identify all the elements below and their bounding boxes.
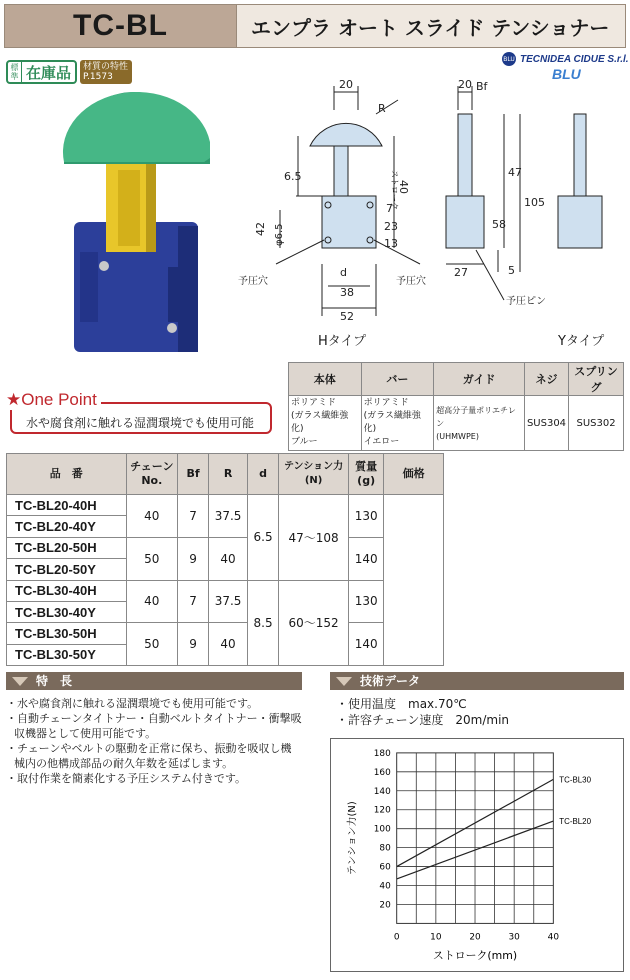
spec-cell: 130 <box>349 495 384 538</box>
price-cell <box>384 495 444 666</box>
model-title: TC-BL <box>5 5 237 47</box>
h-dim-38: 38 <box>340 286 354 299</box>
technical-drawing <box>236 50 630 360</box>
material-header: ガイド <box>434 363 525 396</box>
header <box>4 4 626 48</box>
spec-header: R <box>208 454 247 495</box>
spec-cell: 37.5 <box>208 580 247 623</box>
y-bar <box>458 114 472 196</box>
tension-chart <box>330 738 624 972</box>
h-dim-42: 42 <box>254 222 267 236</box>
y-tick-label: 160 <box>373 767 391 778</box>
stock-badge <box>6 60 77 84</box>
part-number: TC-BL30-40H <box>7 580 127 601</box>
y-type-label: Yタイプ <box>558 334 605 349</box>
one-point-text: 水や腐食剤に触れる湿潤環境でも使用可能 <box>26 416 255 430</box>
material-cell: ポリアミド (ガラス繊維強化) ブルー <box>289 396 362 451</box>
features-title: 特 長 <box>6 672 302 690</box>
photo-slot-right <box>168 267 182 322</box>
material-badge[interactable] <box>80 60 132 84</box>
product-title: エンプラ オート スライド テンショナー <box>237 5 625 47</box>
y-tick-label: 180 <box>373 748 391 759</box>
spec-cell: 6.5 <box>248 495 279 581</box>
tech-list <box>336 696 509 728</box>
spec-header: 価格 <box>384 454 444 495</box>
part-number: TC-BL20-40Y <box>7 516 127 537</box>
series-label: TC-BL20 <box>559 817 591 827</box>
x-tick-label: 10 <box>430 932 442 943</box>
spec-cell: 37.5 <box>208 495 247 538</box>
material-header: ネジ <box>524 363 568 396</box>
spec-header: 質量 (g) <box>349 454 384 495</box>
product-photo <box>60 92 230 362</box>
y-axis-label: テンション力(N) <box>347 801 359 875</box>
in-stock-label: 在庫品 <box>26 63 72 82</box>
y-side-body <box>558 196 602 248</box>
photo-bar-side <box>146 162 156 252</box>
spec-header: 品 番 <box>7 454 127 495</box>
h-type-label: Hタイプ <box>318 334 367 349</box>
brand-sub: BLU <box>552 66 581 82</box>
material-cell: SUS304 <box>524 396 568 451</box>
y-tick-label: 20 <box>379 900 391 911</box>
photo-screw <box>167 323 177 333</box>
spec-header: チェーン No. <box>126 454 178 495</box>
y-dim-27: 27 <box>454 266 468 279</box>
y-tick-label: 140 <box>373 786 391 797</box>
photo-shoe-top <box>63 92 210 162</box>
spec-header: Bf <box>178 454 209 495</box>
part-number: TC-BL20-40H <box>7 495 127 516</box>
y-tick-label: 120 <box>373 805 391 816</box>
h-preload-right: 予圧穴 <box>396 276 426 287</box>
x-tick-label: 40 <box>547 932 560 943</box>
material-cell: SUS302 <box>569 396 624 451</box>
standard-label: 標準 <box>8 62 22 82</box>
part-number: TC-BL30-50Y <box>7 644 127 665</box>
spec-cell: 7 <box>178 495 209 538</box>
x-axis-label: ストローク(mm) <box>432 949 518 963</box>
h-preload-left: 予圧穴 <box>238 276 268 287</box>
y-dim-47: 47 <box>508 166 522 179</box>
tech-title: 技術データ <box>330 672 624 690</box>
spec-cell: 8.5 <box>248 580 279 666</box>
part-number: TC-BL20-50Y <box>7 559 127 580</box>
y-preload-pin: 予圧ピン <box>506 296 546 307</box>
y-dim-bf: Bf <box>476 80 488 93</box>
part-number: TC-BL30-40Y <box>7 601 127 622</box>
h-dim-stroke: ストローク <box>390 170 399 210</box>
material-table <box>288 362 624 451</box>
spec-cell: 140 <box>349 623 384 666</box>
h-dim-6-5: 6.5 <box>284 170 302 183</box>
material-header: 本体 <box>289 363 362 396</box>
brand-name: TECNIDEA CIDUE S.r.l. <box>520 53 629 65</box>
h-dim-d: d <box>340 266 347 279</box>
spec-cell: 130 <box>349 580 384 623</box>
feature-item: ・取付作業を簡素化する予圧システム付きです。 <box>6 772 247 785</box>
spec-cell: 50 <box>126 623 178 666</box>
x-tick-label: 0 <box>393 932 400 943</box>
y-tick-label: 80 <box>379 843 391 854</box>
h-dim-40: 40 <box>397 180 410 194</box>
photo-slot-left <box>80 252 98 322</box>
spec-header: テンション力(N) <box>279 454 349 495</box>
h-dim-7: 7 <box>386 202 393 215</box>
spec-cell: 140 <box>349 537 384 580</box>
material-header: スプリング <box>569 363 624 396</box>
h-dim-52: 52 <box>340 310 354 323</box>
spec-cell: 9 <box>178 623 209 666</box>
h-dim-r: R <box>378 102 386 115</box>
material-page: P.1573 <box>83 72 113 82</box>
y-dim-105: 105 <box>524 196 545 209</box>
h-dim-23: 23 <box>384 220 398 233</box>
photo-screw <box>99 261 109 271</box>
features-list <box>6 696 302 786</box>
brand-logo-icon: BLU <box>502 52 516 66</box>
spec-cell: 50 <box>126 537 178 580</box>
tech-item: ・許容チェーン速度 20m/min <box>336 713 510 727</box>
y-tick-label: 60 <box>379 862 391 873</box>
h-bar <box>334 146 348 196</box>
spec-table <box>6 453 444 666</box>
part-number: TC-BL30-50H <box>7 623 127 644</box>
spec-cell: 40 <box>208 623 247 666</box>
h-dim-phi: φ6.5 <box>274 223 285 246</box>
h-dim-20: 20 <box>339 78 353 91</box>
tech-item: ・使用温度 max.70℃ <box>336 697 467 711</box>
material-cell: ポリアミド (ガラス繊維強化) イエロー <box>361 396 434 451</box>
spec-cell: 47～108 <box>279 495 349 581</box>
y-body <box>446 196 484 248</box>
spec-cell: 60～152 <box>279 580 349 666</box>
y-tick-label: 40 <box>379 881 391 892</box>
spec-cell: 7 <box>178 580 209 623</box>
y-dim-20: 20 <box>458 78 472 91</box>
feature-item: ・水や腐食剤に触れる湿潤環境でも使用可能です。 <box>6 697 259 710</box>
y-leader <box>476 250 504 300</box>
h-shoe <box>310 123 382 146</box>
part-number: TC-BL20-50H <box>7 537 127 558</box>
series-label: TC-BL30 <box>559 775 591 785</box>
y-side-bar <box>574 114 586 196</box>
photo-bar-scale <box>118 170 140 246</box>
spec-cell: 9 <box>178 537 209 580</box>
spec-cell: 40 <box>126 495 178 538</box>
one-point-title: ★One Point <box>6 390 101 410</box>
x-tick-label: 30 <box>508 932 520 943</box>
material-text: 材質の特性 <box>83 62 129 72</box>
spec-header: d <box>248 454 279 495</box>
y-tick-label: 100 <box>373 824 391 835</box>
feature-item: ・チェーンやベルトの駆動を正常に保ち、振動を吸収し機械内の他構成部品の耐久年数を延ばします。 <box>6 742 292 770</box>
x-tick-label: 20 <box>469 932 481 943</box>
h-dim-13: 13 <box>384 237 398 250</box>
y-dim-58: 58 <box>492 218 506 231</box>
spec-cell: 40 <box>126 580 178 623</box>
y-dim-5: 5 <box>508 264 515 277</box>
spec-cell: 40 <box>208 537 247 580</box>
feature-item: ・自動チェーンタイトナー・自動ベルトタイトナー・衝撃吸収機器として使用可能です。 <box>6 712 302 740</box>
material-header: バー <box>361 363 434 396</box>
material-cell: 超高分子量ポリエチレン (UHMWPE) <box>434 396 525 451</box>
h-body <box>322 196 376 248</box>
